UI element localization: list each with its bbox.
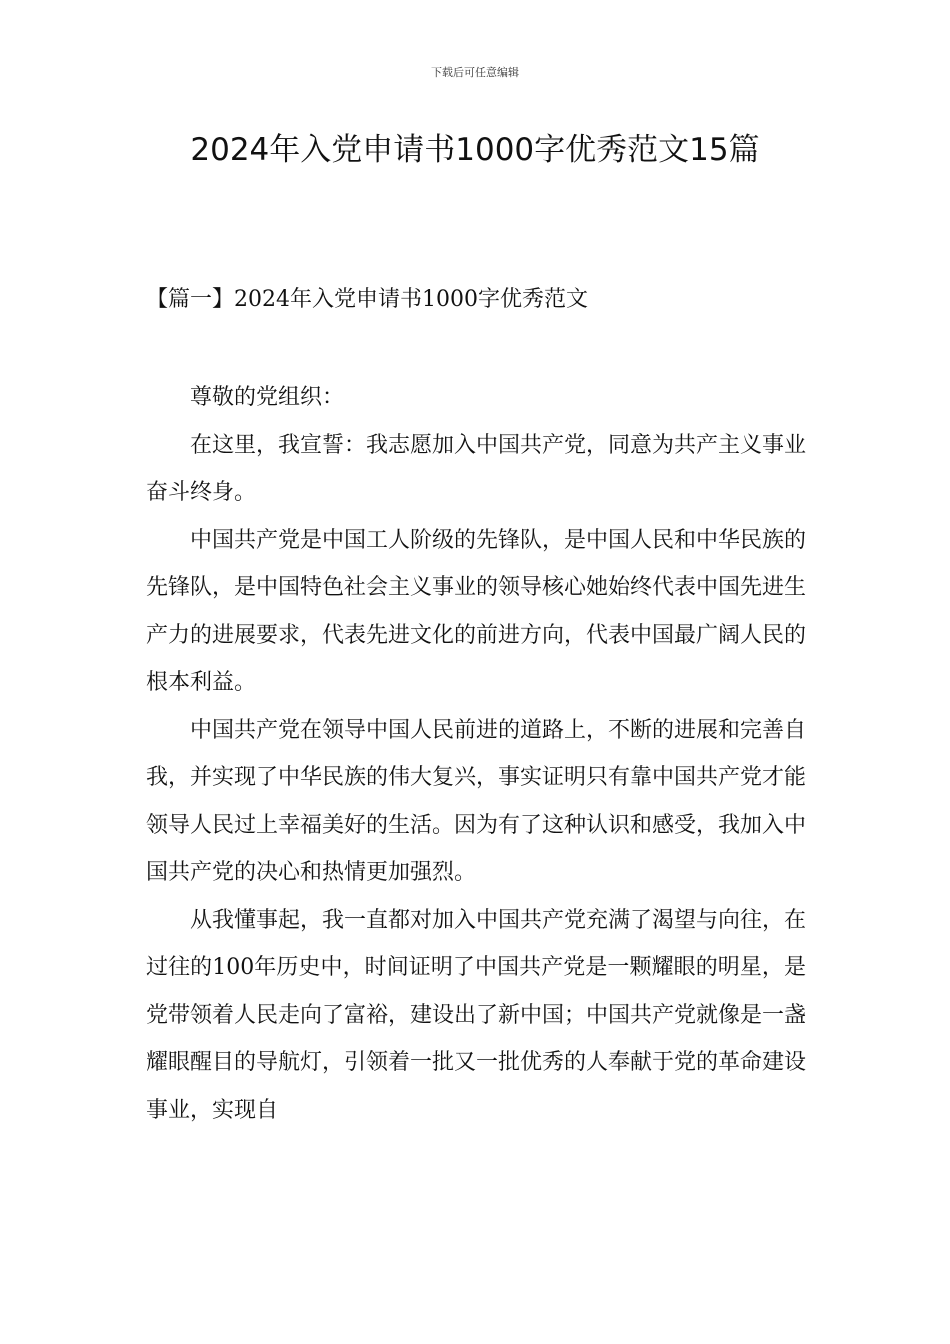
body-paragraph: 中国共产党是中国工人阶级的先锋队，是中国人民和中华民族的先锋队，是中国特色社会主义事业的领导核心她始终代表中国先进生产力的进展要求，代表先进文化的前进方向，代表中国最广阔人民的根本利益。 [146, 527, 807, 695]
section-heading: 【篇一】2024年入党申请书1000字优秀范文 [146, 287, 588, 312]
body-paragraph: 从我懂事起，我一直都对加入中国共产党充满了渴望与向往，在过往的100年历史中，时间证明了中国共产党是一颗耀眼的明星，是党带领着人民走向了富裕，建设出了新中国；中国共产党就像是一盏耀眼醒目的导航灯，引领着一批又一批优秀的人奉献于党的革命建设事业，实现自 [146, 907, 807, 1123]
body-paragraph: 在这里，我宣誓：我志愿加入中国共产党，同意为共产主义事业奋斗终身。 [146, 432, 807, 505]
header-note: 下载后可任意编辑 [431, 66, 519, 79]
salutation: 尊敬的党组织： [190, 385, 345, 410]
document-title: 2024年入党申请书1000字优秀范文15篇 [190, 132, 760, 168]
document-body [146, 374, 806, 1134]
body-paragraph: 中国共产党在领导中国人民前进的道路上，不断的进展和完善自我，并实现了中华民族的伟大复兴，事实证明只有靠中国共产党才能领导人民过上幸福美好的生活。因为有了这种认识和感受，我加入中国共产党的决心和热情更加强烈。 [146, 717, 807, 885]
